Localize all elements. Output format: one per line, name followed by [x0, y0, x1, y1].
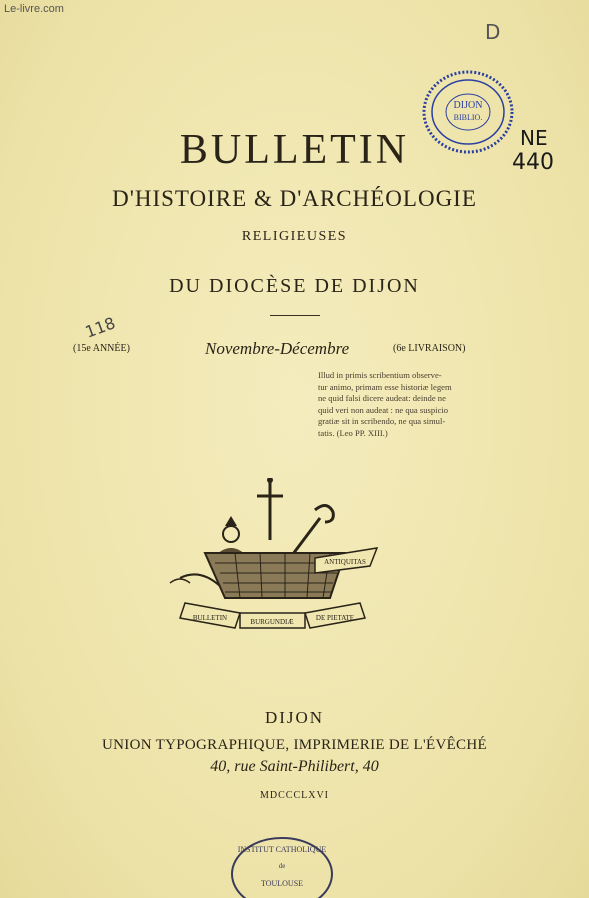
quote-line: ne quid falsi dicere audeat: deinde ne [318, 393, 446, 403]
ribbon-right-text: DE PIETATE [315, 614, 355, 622]
title-divider [270, 315, 320, 316]
quote-line: Illud in primis scribentium observe- [318, 370, 442, 380]
handwritten-number: 440 [512, 150, 554, 175]
publisher-address: 40, rue Saint-Philibert, 40 [210, 758, 379, 775]
bulletin-title: BULLETIN [179, 127, 410, 173]
watermark: Le-livre.com [4, 3, 64, 15]
handwritten-d: D [485, 20, 501, 44]
ribbon-center-text: BURGUNDIÆ [250, 618, 294, 626]
latin-quote [318, 370, 478, 439]
ribbon-left-text: BULLETIN [192, 614, 228, 622]
institut-stamp-icon [228, 834, 336, 898]
publication-year: MDCCCLXVI [259, 790, 329, 801]
publisher-city: DIJON [264, 708, 325, 727]
quote-line: quid veri non audeat : ne qua suspicio [318, 404, 449, 415]
publisher-name: UNION TYPOGRAPHIQUE, IMPRIMERIE DE L'ÉVÊCHÉ [102, 737, 487, 753]
handwritten-ne: NE [520, 126, 548, 150]
quote-line: tur animo, primam esse historiæ legem [318, 381, 452, 392]
bulletin-diocese: DU DIOCÈSE DE DIJON [169, 275, 420, 297]
handwritten-side-note: 118 [82, 313, 118, 342]
stamp-sub-text: BIBLIO. [453, 113, 483, 122]
stamp-center-text: DIJON [453, 100, 483, 111]
stamp-line-3: TOULOUSE [260, 879, 304, 888]
issue-months: Novembre-Décembre [205, 339, 350, 358]
stamp-line-2: de [278, 862, 286, 870]
bulletin-religieuses: RELIGIEUSES [241, 229, 348, 244]
issue-number: (6e LIVRAISON) [393, 343, 466, 354]
stamp-line-1: INSTITUT CATHOLIQUE [237, 845, 327, 854]
emblem-engraving-icon [165, 478, 380, 643]
quote-line: gratiæ sit in scribendo, ne qua simul- [318, 416, 446, 426]
issue-year: (15e ANNÉE) [73, 343, 130, 354]
emblem-banner-text: ANTIQUITAS [324, 558, 366, 566]
quote-line: tatis. (Leo PP. XIII.) [318, 427, 388, 438]
bulletin-subtitle: D'HISTOIRE & D'ARCHÉOLOGIE [112, 186, 477, 211]
